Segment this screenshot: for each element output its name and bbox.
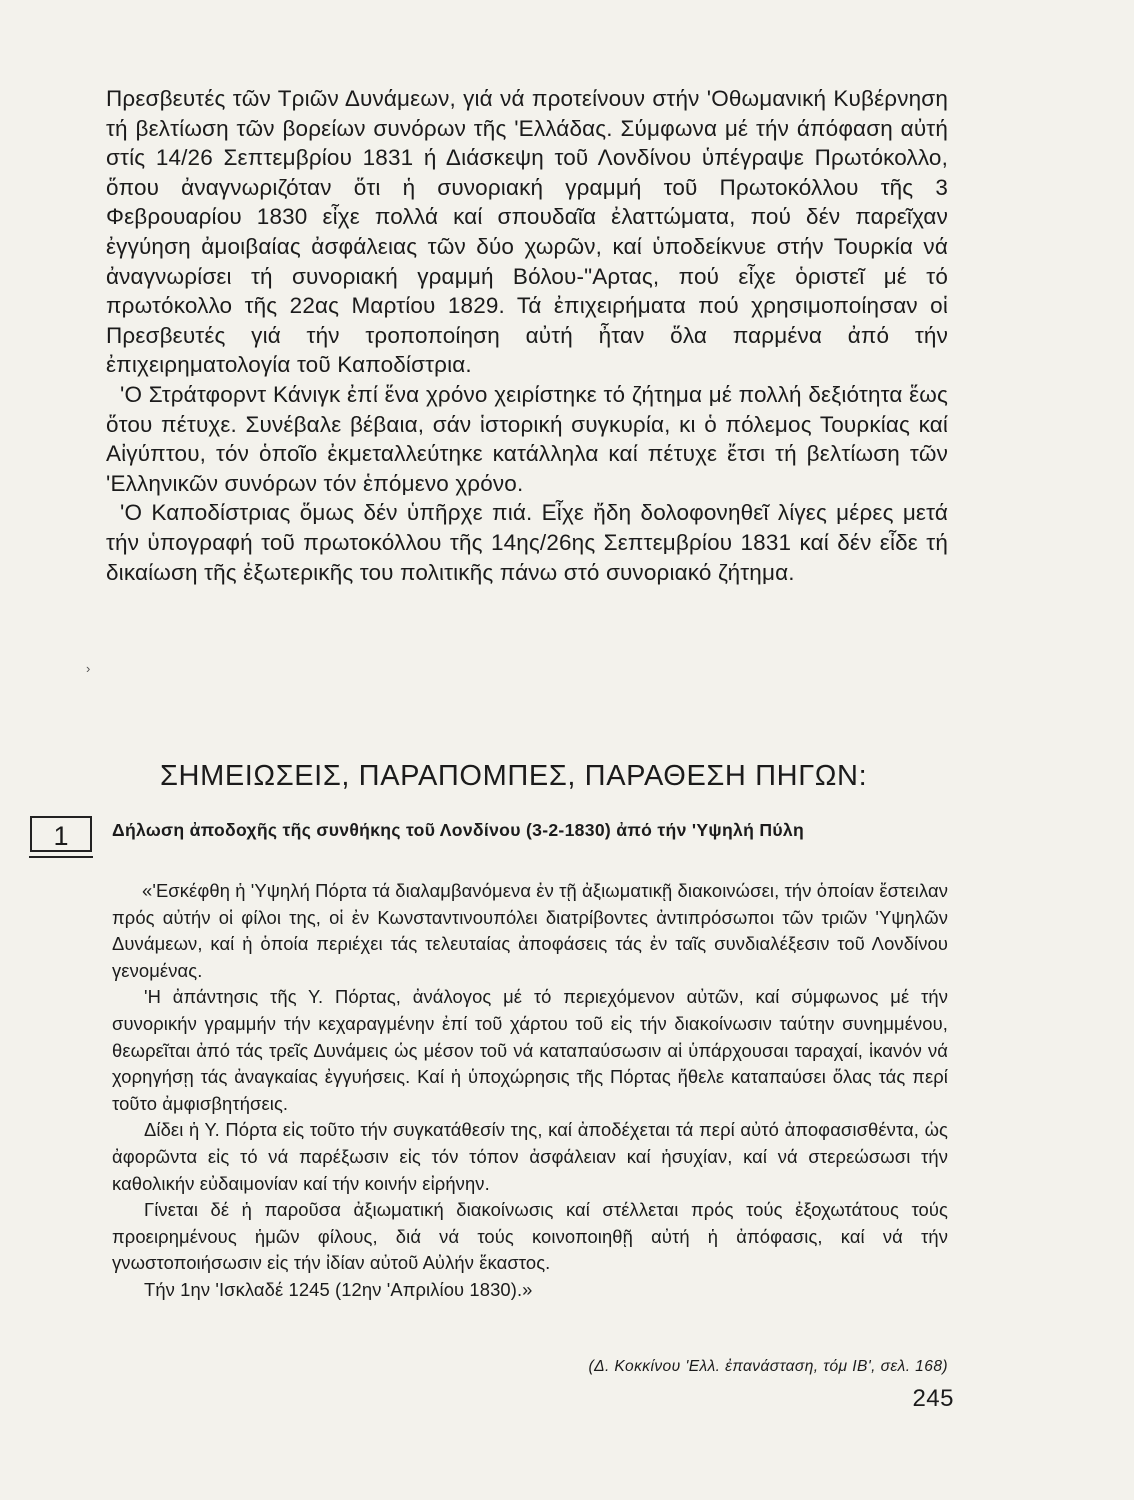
section-heading: ΣΗΜΕΙΩΣΕΙΣ, ΠΑΡΑΠΟΜΠΕΣ, ΠΑΡΑΘΕΣΗ ΠΗΓΩΝ: (160, 760, 868, 792)
note-title: Δήλωση ἀποδοχῆς τῆς συνθήκης τοῦ Λονδίνου (3-2-1830) ἀπό τήν 'Υψηλή Πύλη (112, 820, 804, 840)
main-paragraph: Πρεσβευτές τῶν Τριῶν Δυνάμεων, γιά νά προτείνουν στήν 'Οθωμανική Κυβέρνηση τή βελτίωση τῶν βορείων συνόρων τῆς 'Ελλάδας. Σύμφωνα μέ τήν άπόφαση αὐτή στίς 14/26 Σεπτεμβρίου 1831 ή Διάσκεψη τοῦ Λονδίνου ὑπέγραψε Πρωτόκολλο, ὅπου ἀναγνωριζόταν ὅτι ἡ συνοριακή γραμμή τοῦ Πρωτοκόλλου τῆς 3 Φεβρουαρίου 1830 εἶχε πολλά καί σπουδαῖα ἐλαττώματα, πού δέν παρεῖχαν ἐγγύηση ἀμοιβαίας ἀσφάλειας τῶν δύο χωρῶν, καί ὑποδείκνυε στήν Τουρκία νά ἀναγνωρίσει τή συνοριακή γραμμή Βόλου-"Αρτας, πού εἶχε ὁριστεῖ μέ τό πρωτόκολλο τῆς 22ας Μαρτίου 1829. Τά ἐπιχειρήματα πού χρησιμοποίησαν οἱ Πρεσβευτές γιά τήν τροποποίηση αὐτή ἦταν ὅλα παρμένα ἀπό τήν ἐπιχειρηματολογία τοῦ Καποδίστρια. (106, 86, 948, 378)
note-paragraph: Γίνεται δέ ἡ παροῦσα ἀξιωματική διακοίνωσις καί στέλλεται πρός τούς ἐξοχωτάτους τούς προειρημένους ἡμῶν φίλους, διά νά τούς κοινοποιηθῇ αὐτή ἡ ἀπόφασις, καί νά τήν γνωστοποιήσωσιν εἰς τήν ἰδίαν αὐτοῦ Αὐλήν ἕκαστος. (112, 1199, 948, 1274)
main-paragraph: 'Ο Καποδίστριας ὅμως δέν ὑπῆρχε πιά. Εἶχε ἤδη δολοφονηθεῖ λίγες μέρες μετά τήν ὑπογραφή τοῦ πρωτοκόλλου τῆς 14ης/26ης Σεπτεμβρίου 1831 καί δέν εἶδε τή δικαίωση τῆς ἐξωτερικῆς του πολιτικῆς πάνω στό συνοριακό ζήτημα. (106, 500, 948, 585)
note-number-box: 1 (30, 816, 92, 852)
margin-mark: › (86, 661, 91, 676)
main-paragraph: 'Ο Στράτφορντ Κάνιγκ ἐπί ἕνα χρόνο χειρίστηκε τό ζήτημα μέ πολλή δεξιότητα ἕως ὅτου πέτυχε. Συνέβαλε βέβαια, σάν ἱστορική συγκυρία, κι ὁ πόλεμος Τουρκίας καί Αἰγύπτου, τόν ὁποῖο ἐκμεταλλεύτηκε κατάλληλα καί πέτυχε ἔτσι τή βελτίωση τῶν 'Ελληνικῶν συνόρων τόν ἑπόμενο χρόνο. (106, 381, 948, 496)
main-text (106, 84, 948, 587)
note-paragraph: «'Εσκέφθη ἡ 'Υψηλή Πόρτα τά διαλαμβανόμενα ἐν τῇ ἀξιωματικῇ διακοινώσει, τήν ὁποίαν ἔστειλαν πρός αὐτήν οἱ φίλοι της, οἱ ἐν Κωνσταντινουπόλει διατρίβοντες ἀντιπρόσωποι τῶν τριῶν 'Υψηλῶν Δυνάμεων, καί ἡ ὁποία περιέχει τάς τελευταίας ἀποφάσεις τάς ἐν ταῖς συνδιαλέξεσιν τοῦ Λονδίνου γενομένας. (112, 880, 948, 981)
note-paragraph: Τήν 1ην 'Ισκλαδέ 1245 (12ην 'Απριλίου 1830).» (144, 1278, 533, 1300)
page-number: 245 (912, 1385, 954, 1412)
note-body (112, 878, 948, 1304)
citation: (Δ. Κοκκίνου 'Ελλ. ἐπανάσταση, τόμ ΙΒ', σελ. 168) (588, 1358, 948, 1375)
note-paragraph: Δίδει ἡ Υ. Πόρτα εἰς τοῦτο τήν συγκατάθεσίν της, καί ἀποδέχεται τά περί αὐτό ἀποφασισθέντα, ὡς ἀφορῶντα εἰς τό νά παρέξωσιν εἰς τόν τόπον ἀσφάλειαν καί ἡσυχίαν, καί νά στερεώσωσι τήν καθολικήν εὐδαιμονίαν καί τήν κοινήν εἰρήνην. (112, 1119, 948, 1194)
note-paragraph: 'Η ἀπάντησις τῆς Υ. Πόρτας, ἀνάλογος μέ τό περιεχόμενον αὐτῶν, καί σύμφωνος μέ τήν συνορικήν γραμμήν τήν κεχαραγμένην ἐπί τοῦ χάρτου τοῦ εἰς τήν διακοίνωσιν ταύτην συνημμένου, θεωρεῖται ἀπό τάς τρεῖς Δυνάμεις ὡς μέσον τοῦ νά καταπαύσωσιν αἱ ὑπάρχουσαι ταραχαί, ἱκανόν νά χορηγήσῃ τάς ἀναγκαίας ἐγγυήσεις. Καί ἡ ὑποχώρησις τῆς Πόρτας ἤθελε καταπαύσει ὅλας τάς περί τοῦτο ἀμφισβητήσεις. (112, 986, 948, 1114)
